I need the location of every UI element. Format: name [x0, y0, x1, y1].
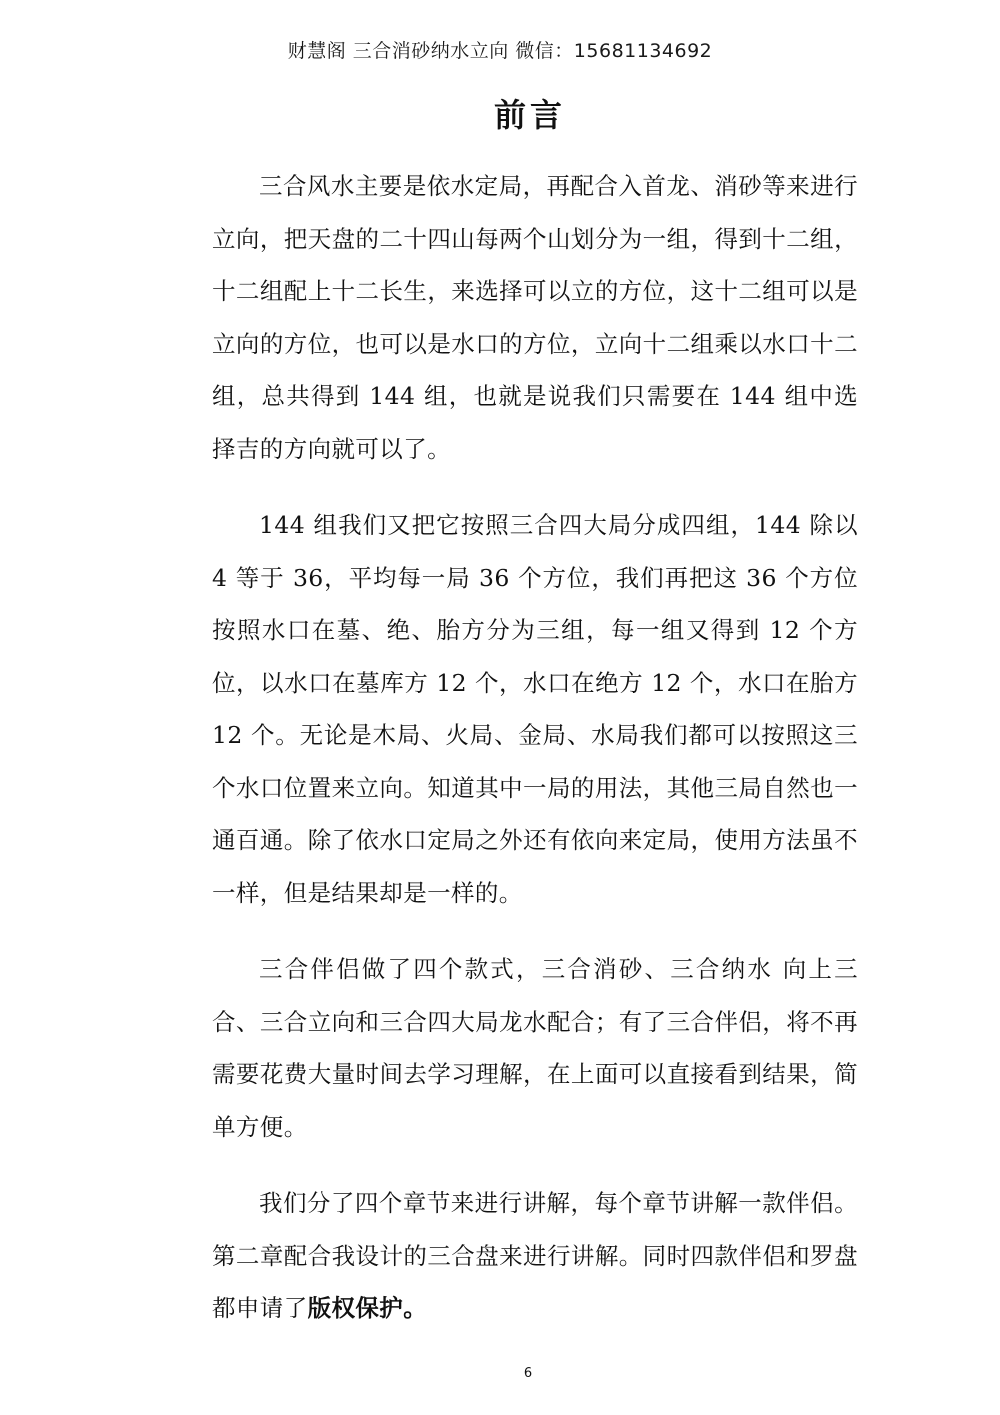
page-number: 6 [523, 1366, 533, 1381]
paragraph-4 [212, 1177, 858, 1335]
copyright-emphasis: 版权保护。 [307, 1294, 428, 1322]
paragraph-4-text: 我们分了四个章节来进行讲解，每个章节讲解一款伴侣。第二章配合我设计的三合盘来进行讲解。同时四款伴侣和罗盘都申请了 [212, 1189, 858, 1322]
paragraph-1: 三合风水主要是依水定局，再配合入首龙、消砂等来进行立向，把天盘的二十四山每两个山划分为一组，得到十二组，十二组配上十二长生，来选择可以立的方位，这十二组可以是立向的方位，也可以是水口的方位，立向十二组乘以水口十二组，总共得到 144 组，也就是说我们只需要在 144 组中选择吉的方向就可以了。 [212, 172, 858, 463]
page-title: 前言 [493, 96, 566, 134]
document-body [212, 160, 858, 1359]
paragraph-2: 144 组我们又把它按照三合四大局分成四组，144 除以 4 等于 36，平均每一局 36 个方位，我们再把这 36 个方位按照水口在墓、绝、胎方分为三组，每一组又得到 12 个方位，以水口在墓库方 12 个，水口在绝方 12 个，水口在胎方 12 个。无论是木局、火局、金局、水局我们都可以按照这三个水口位置来立向。知道其中一局的用法，其他三局自然也一通百通。除了依水口定局之外还有依向来定局，使用方法虽不一样，但是结果却是一样的。 [212, 511, 858, 907]
paragraph-3: 三合伴侣做了四个款式，三合消砂、三合纳水 向上三合、三合立向和三合四大局龙水配合；有了三合伴侣，将不再需要花费大量时间去学习理解，在上面可以直接看到结果，简单方便。 [212, 955, 858, 1141]
page-header: 财慧阁 三合消砂纳水立向 微信：15681134692 [287, 40, 713, 62]
